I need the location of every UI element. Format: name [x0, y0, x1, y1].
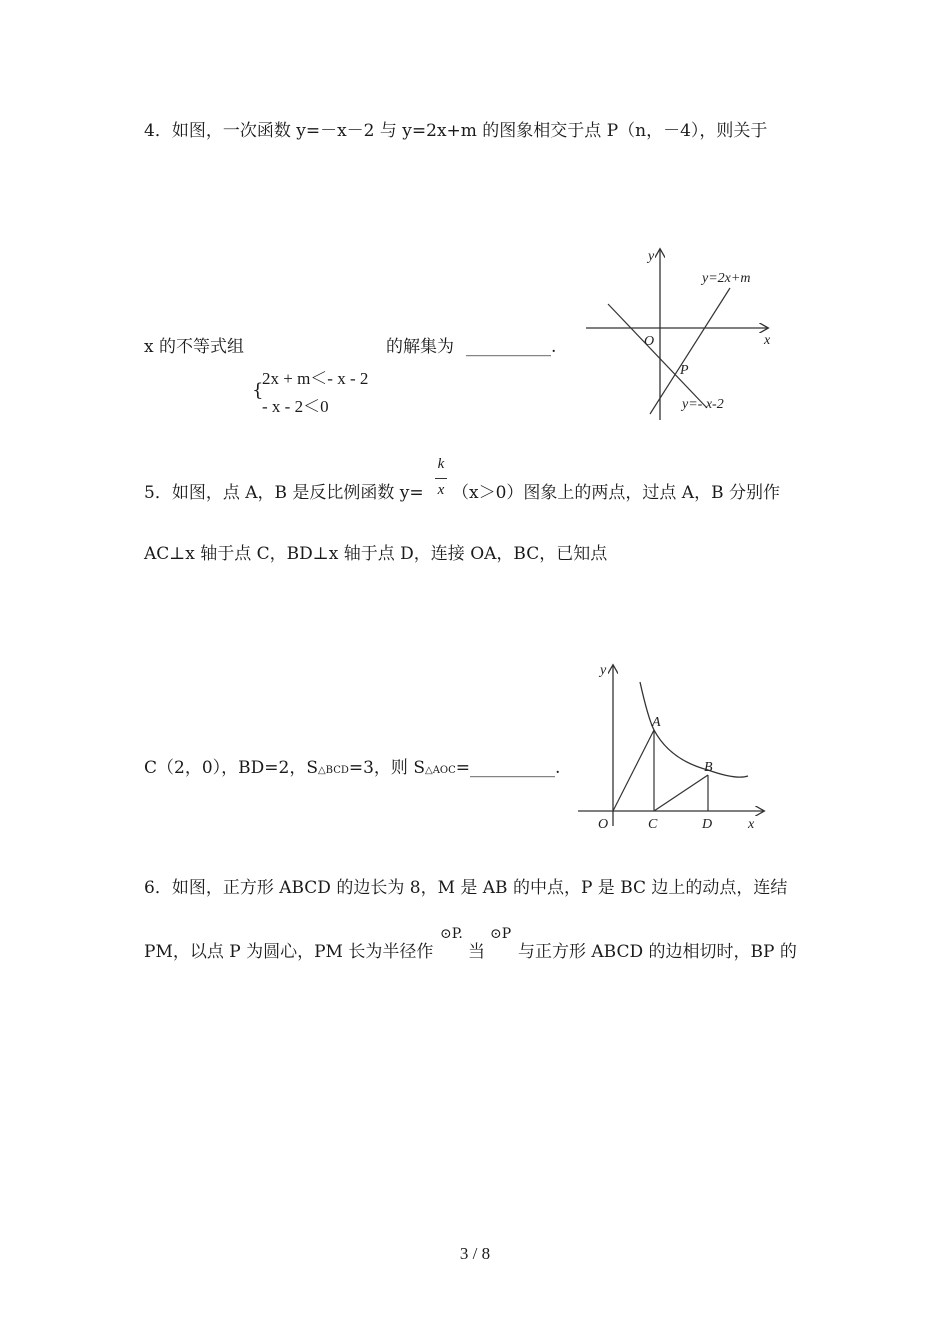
q5-d-label: D [702, 817, 713, 832]
segment-cb [654, 775, 708, 811]
q4-x-label: x [764, 333, 771, 348]
q4-line2-b: 的解集为 [386, 337, 454, 357]
q6-odot-2: ⊙P [490, 926, 512, 942]
q5-line3 [144, 757, 560, 782]
q5-x-label: x [748, 817, 755, 832]
q4-graph [582, 242, 782, 422]
q4-p-label: P [680, 363, 689, 378]
q5-line3-a: C（2，0），BD=2，S [144, 758, 318, 778]
q5-line3-b: =3，则 S [348, 758, 425, 778]
q5-line2: AC⊥x 轴于点 C，BD⊥x 轴于点 D，连接 OA，BC，已知点 [144, 544, 608, 564]
q5-line3-c: = [455, 758, 471, 778]
q6-line2-a: PM，以点 P 为圆心，PM 长为半径作 [144, 942, 434, 962]
q5-sub2: △AOC [425, 765, 456, 776]
q5-b-label: B [704, 760, 713, 775]
q4-line1-label: y=2x+m [702, 271, 751, 286]
q6-odot-1: ⊙P. [440, 926, 463, 942]
q6-line2-c: 与正方形 ABCD 的边相切时，BP 的 [518, 942, 797, 962]
fraction-bar [435, 478, 447, 479]
page-number: 3 / 8 [459, 1244, 491, 1263]
segment-oa [613, 730, 654, 811]
q4-line1: 4．如图，一次函数 y=－x－2 与 y=2x+m 的图象相交于点 P（n，－4），则关于 [144, 121, 768, 141]
q4-line-neg-x-minus-2 [608, 304, 707, 408]
q5-o-label: O [598, 817, 609, 832]
q4-line2-label: y=- x-2 [682, 397, 724, 412]
q5-c-label: C [648, 817, 658, 832]
q5-line1-b: （x＞0）图象上的两点，过点 A，B 分别作 [452, 483, 780, 503]
q5-answer-blank: __________. [470, 758, 561, 778]
q6-line1: 6．如图，正方形 ABCD 的边长为 8，M 是 AB 的中点，P 是 BC 边上的动点，连结 [144, 878, 788, 898]
q4-o-label: O [644, 334, 655, 349]
system-brace: { [252, 380, 264, 401]
inequality-1: 2x + m＜- x - 2 [262, 369, 369, 388]
q5-y-label: y [600, 663, 607, 678]
fraction-numerator: k [437, 456, 445, 472]
q5-sub1: △BCD [317, 765, 349, 776]
fraction-denominator: x [437, 482, 445, 498]
q5-a-label: A [652, 715, 661, 730]
q4-line-2x-plus-m [650, 288, 730, 414]
q4-line2-a: x 的不等式组 [144, 337, 244, 357]
inequality-2: - x - 2＜0 [262, 397, 329, 416]
q5-graph [578, 658, 778, 838]
q4-answer-blank: __________. [466, 337, 557, 357]
q6-line2-b: 当 [468, 942, 485, 962]
q5-line1-a: 5．如图，点 A，B 是反比例函数 y= [144, 483, 424, 503]
q4-y-label: y [648, 249, 655, 264]
